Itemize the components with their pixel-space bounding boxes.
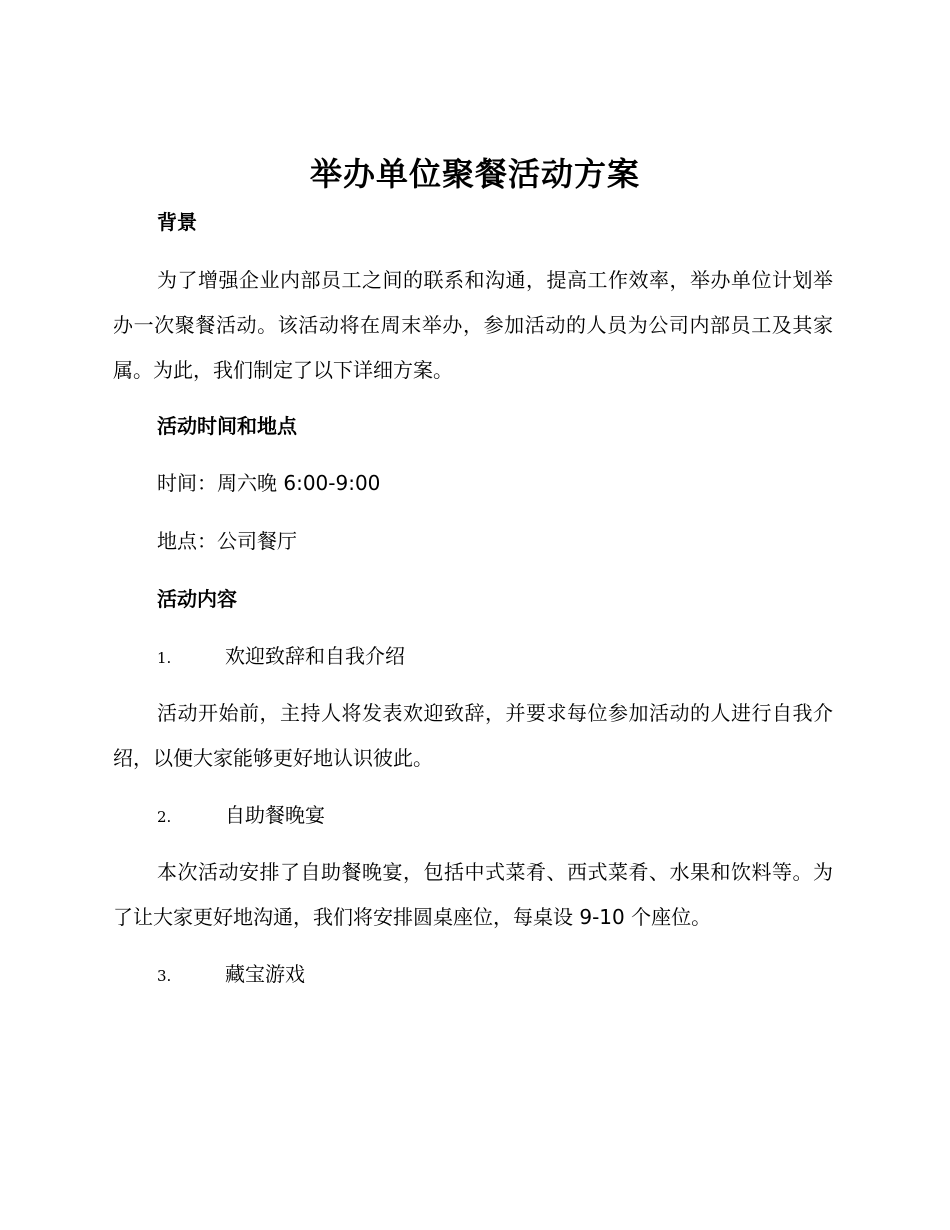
- section-heading-background: 背景: [157, 210, 197, 234]
- list-item-3: [157, 959, 305, 991]
- item-2-paragraph: 本次活动安排了自助餐晚宴，包括中式菜肴、西式菜肴、水果和饮料等。为了让大家更好地沟通，我们将安排圆桌座位，每桌设 9-10 个座位。: [113, 860, 833, 929]
- item-1-paragraph: 活动开始前，主持人将发表欢迎致辞，并要求每位参加活动的人进行自我介绍，以便大家能够更好地认识彼此。: [113, 701, 833, 770]
- list-item-title: 自助餐晚宴: [225, 803, 325, 827]
- list-item-title: 欢迎致辞和自我介绍: [225, 644, 405, 668]
- list-number: 3.: [157, 967, 172, 985]
- list-item-title: 藏宝游戏: [225, 962, 305, 986]
- list-number: 2.: [157, 808, 172, 826]
- document-title: 举办单位聚餐活动方案: [309, 155, 640, 193]
- list-number: 1.: [157, 649, 172, 667]
- background-paragraph: 为了增强企业内部员工之间的联系和沟通，提高工作效率，举办单位计划举办一次聚餐活动。该活动将在周末举办，参加活动的人员为公司内部员工及其家属。为此，我们制定了以下详细方案。: [113, 268, 833, 382]
- list-item-1: [157, 641, 405, 673]
- section-heading-time-place: 活动时间和地点: [157, 414, 297, 438]
- event-place-line: 地点：公司餐厅: [157, 529, 297, 553]
- section-heading-content: 活动内容: [157, 587, 237, 611]
- event-time-line: 时间：周六晚 6:00-9:00: [157, 471, 381, 495]
- list-item-2: [157, 800, 325, 832]
